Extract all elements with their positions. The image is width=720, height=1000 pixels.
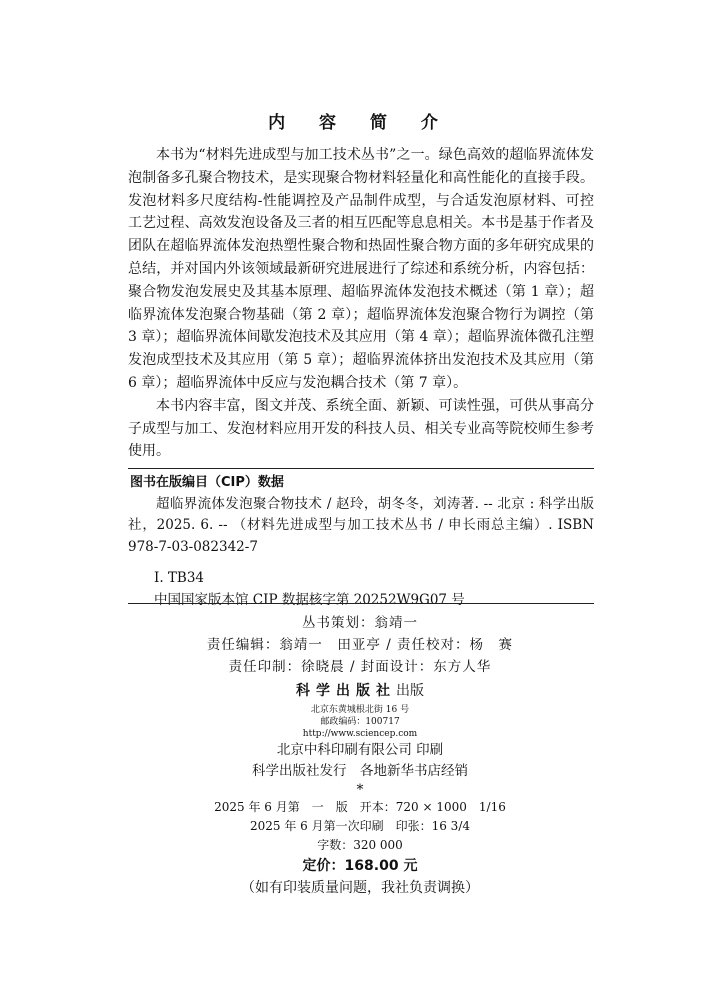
cip-heading: 图书在版编目（CIP）数据 — [130, 475, 284, 490]
production-line: 责任印制：徐晓晨 / 封面设计：东方人华 — [228, 659, 492, 675]
page-title: 内 容 简 介 — [268, 113, 452, 133]
credits-block — [0, 612, 720, 899]
cip-bottom-divider — [128, 603, 594, 604]
publisher-postcode: 邮政编码：100717 — [320, 717, 400, 727]
distribution-line: 科学出版社发行 各地新华书店经销 — [252, 763, 468, 779]
series-planner: 丛书策划：翁靖一 — [302, 615, 418, 631]
edition-line: 2025 年 6 月第 一 版 开本：720 × 1000 1/16 — [214, 800, 506, 814]
publisher-name: 科学出版社 — [296, 683, 396, 699]
intro-paragraph: 本书为“材料先进成型与加工技术丛书”之一。绿色高效的超临界流体发泡制备多孔聚合物技术，是实现聚合物材料轻量化和高性能化的直接手段。发泡材料多尺度结构-性能调控及产品制件成型，与合适发泡原材料、可控工艺过程、高效发泡设备及三者的相互匹配等息息相关。本书是基于作者及团队在超临界流体发泡热塑性聚合物和热固性聚合物方面的多年研究成果的总结，并对国内外该领域最新研究进展进行了综述和系统分析，内容包括：聚合物发泡发展史及其基本原理、超临界流体发泡技术概述（第 1 章）；超临界流体发泡聚合物基础（第 2 章）；超临界流体发泡聚合物行为调控（第 3 章）；超临界流体间歇发泡技术及其应用（第 4 章）；超临界流体微孔注塑发泡成型技术及其应用（第 5 章）；超临界流体挤出发泡技术及其应用（第 6 章）；超临界流体中反应与发泡耦合技术（第 7 章）。 — [128, 147, 594, 391]
cip-top-divider — [128, 468, 594, 469]
cip-block — [128, 472, 594, 611]
quality-notice: （如有印装质量问题，我社负责调换） — [241, 880, 479, 896]
publisher-address: 北京东黄城根北街 16 号 — [310, 705, 410, 715]
intro-paragraph: 本书内容丰富，图文并茂、系统全面、新颖、可读性强，可供从事高分子成型与加工、发泡材料应用开发的科技人员、相关专业高等院校师生参考使用。 — [128, 397, 594, 460]
printer-line: 北京中科印刷有限公司 印刷 — [276, 742, 444, 758]
book-introduction — [128, 144, 594, 463]
word-count: 字数：320 000 — [317, 838, 403, 852]
separator-asterisk: * — [356, 782, 364, 798]
publisher-suffix: 出版 — [396, 683, 424, 699]
publisher-website: http://www.sciencep.com — [302, 729, 418, 739]
printing-line: 2025 年 6 月第一次印刷 印张：16 3/4 — [249, 819, 470, 833]
price: 定价：168.00 元 — [302, 858, 418, 874]
cip-entry: 超临界流体发泡聚合物技术 / 赵玲，胡冬冬，刘涛著. -- 北京 : 科学出版社，2025. 6. -- （材料先进成型与加工技术丛书 / 申长雨总主编）. ISBN 978-7-03-082342-7 — [128, 495, 594, 555]
cip-classification: Ⅰ. TB34 — [154, 570, 205, 586]
publisher-line — [0, 678, 720, 704]
cip-record-number: 中国国家版本馆 CIP 数据核字第 20252W9G07 号 — [154, 591, 465, 608]
editors-line: 责任编辑：翁靖一 田亚亭 / 责任校对：杨 赛 — [206, 637, 514, 653]
